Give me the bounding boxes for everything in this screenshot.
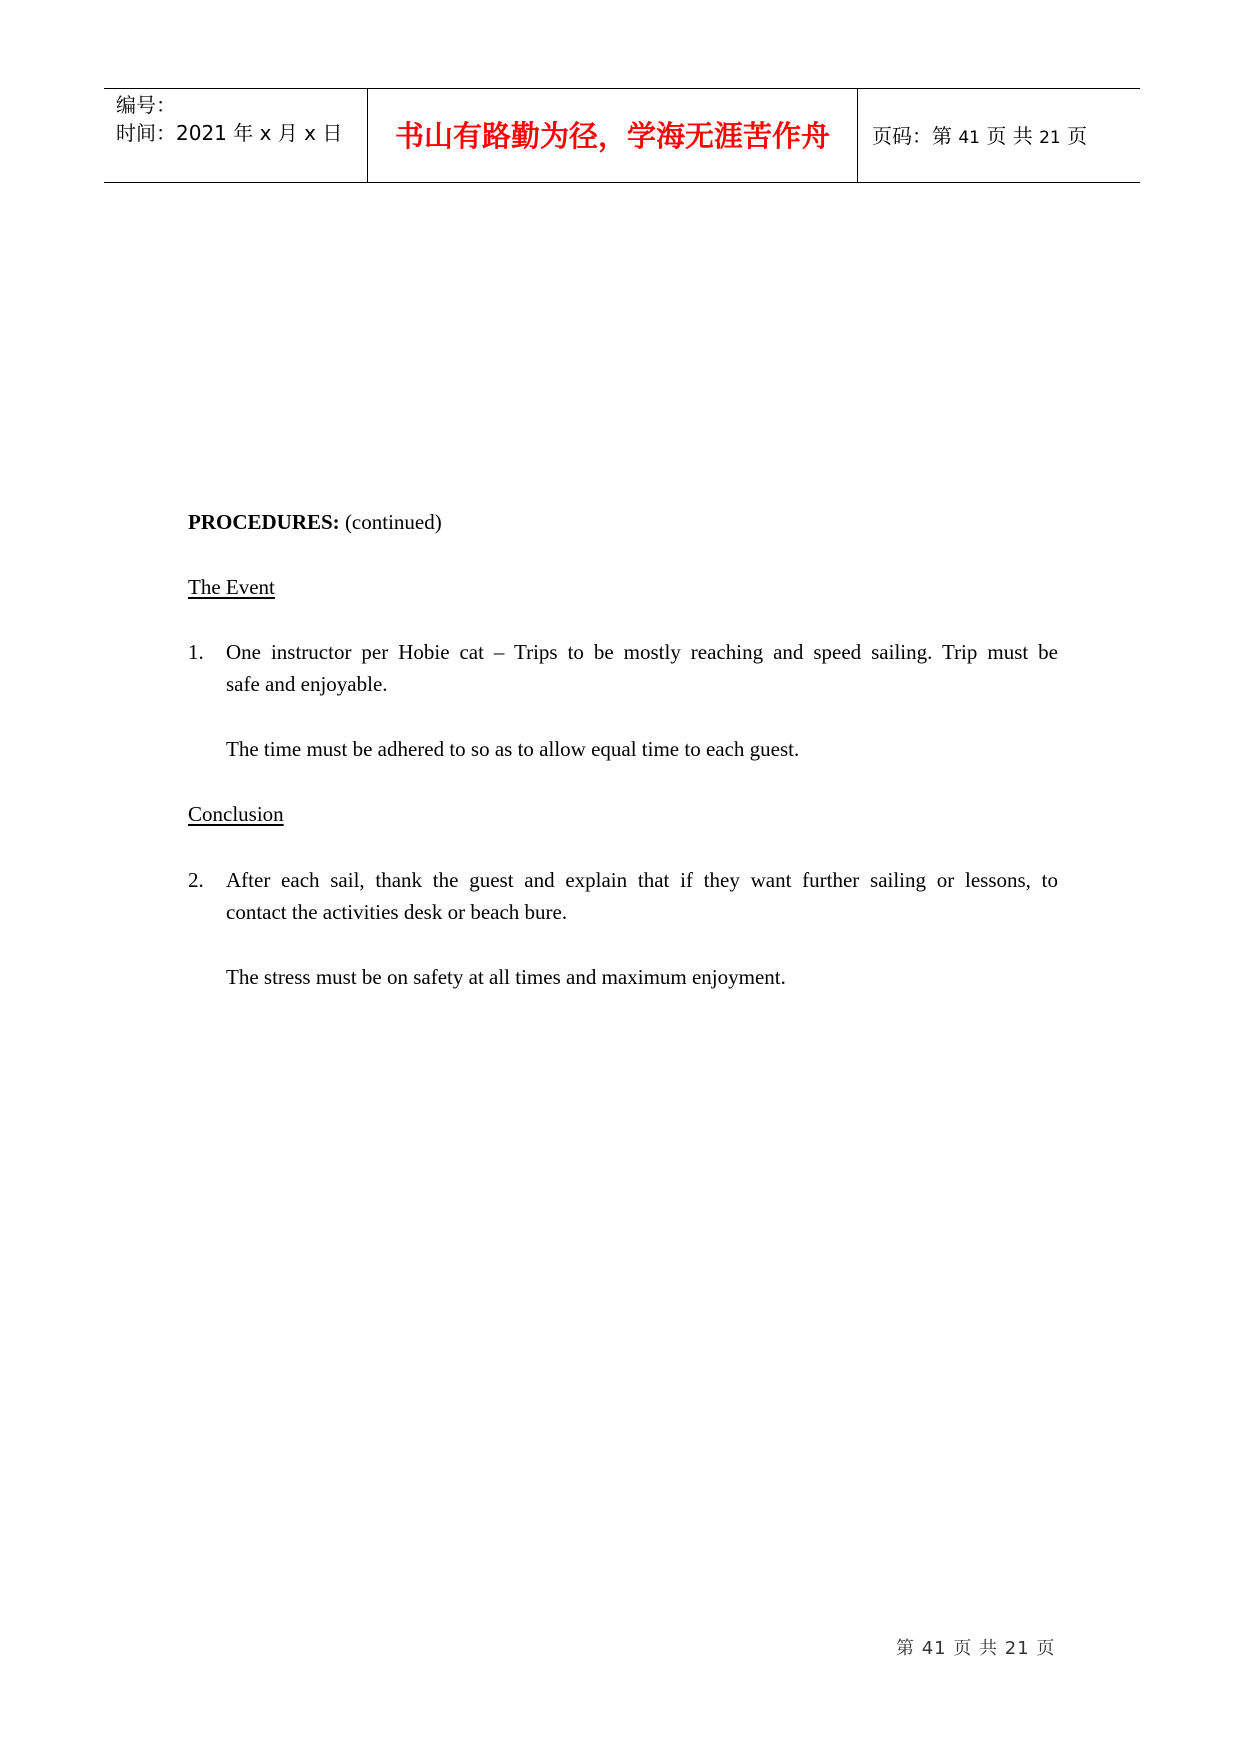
header-page-cell — [858, 89, 1140, 182]
page-total: 21 — [1039, 128, 1061, 148]
list-item-2-note: The stress must be on safety at all times and maximum enjoyment. — [226, 965, 786, 989]
header-motto: 书山有路勤为径，学海无涯苦作舟 — [394, 119, 830, 153]
document-header — [104, 88, 1140, 183]
list-item-1-note: The time must be adhered to so as to allow equal time to each guest. — [226, 737, 800, 761]
document-date-label: 时间：2021 年 x 月 x 日 — [116, 121, 343, 145]
list-item-1-line-2: safe and enjoyable. — [226, 672, 388, 696]
section-heading-event: The Event — [188, 575, 275, 599]
procedures-label: PROCEDURES: — [188, 510, 340, 534]
procedures-heading — [188, 506, 442, 538]
list-item-2-line-1: After each sail, thank the guest and explain that if they want further sailing or lessons, to — [226, 868, 1058, 892]
procedures-continued: (continued) — [339, 510, 442, 534]
list-item-2-line-2: contact the activities desk or beach bure. — [226, 900, 568, 924]
section-heading-conclusion: Conclusion — [188, 802, 284, 826]
page-mid: 页 共 — [980, 124, 1040, 148]
header-meta-cell — [104, 89, 368, 182]
list-item-number-1: 1. — [188, 640, 204, 664]
page-current: 41 — [958, 128, 980, 148]
document-number-label: 编号： — [116, 93, 176, 117]
list-item-number-2: 2. — [188, 868, 204, 892]
page-prefix: 页码：第 — [872, 124, 959, 148]
page-suffix: 页 — [1060, 124, 1088, 148]
page-footer: 第 41 页 共 21 页 — [896, 1638, 1056, 1659]
list-item-1-line-1: One instructor per Hobie cat – Trips to be mostly reaching and speed sailing. Trip must be — [226, 640, 1058, 664]
header-motto-cell — [368, 89, 858, 182]
header-page-info — [872, 124, 1087, 150]
